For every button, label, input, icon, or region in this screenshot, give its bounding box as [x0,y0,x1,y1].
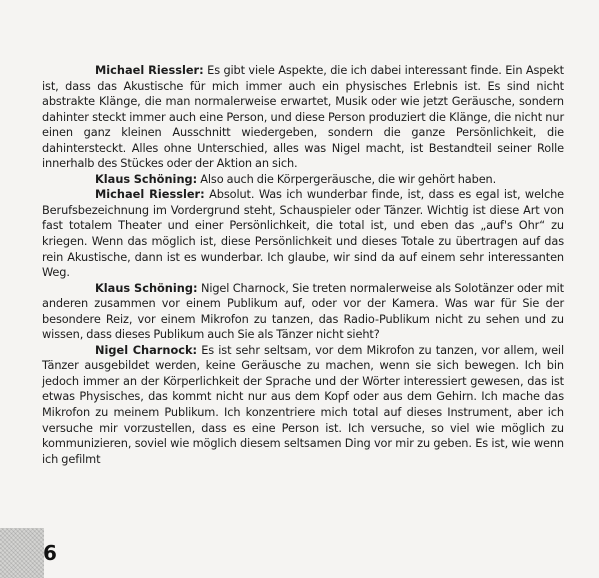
speaker-name: Klaus Schöning: [95,171,198,186]
paragraph-text: Es ist sehr seltsam, vor dem Mikrofon zu tanzen, vor allem, weil Tänzer ausgebildet werden, keine Geräusche zu machen, wenn sie sich bewegen. Ich bin jedoch immer an der Körperlichkeit der Sprache und der Wörter interessiert gewesen, das ist etwas Physisches, das kommt nicht nur aus dem Kopf oder aus dem Gehirn. Ich mache das Mikrofon zu meinem Publikum. Ich konzentriere mich total auf dieses Instrument, aber ich versuche mir vorzustellen, dass es eine Person ist. Ich versuche, so viel wie möglich zu kommunizieren, soviel wie möglich diesem seltsamen Ding vor mir zu geben. Es ist, wie wenn ich gefilmt [42,342,564,466]
speaker-name: Michael Riessler: [95,187,205,202]
speaker-name: Nigel Charnock: [95,342,198,357]
paragraph-charnock-1 [42,343,564,467]
speaker-name: Michael Riessler: [95,63,204,77]
paragraph-text: Nigel Charnock, Sie treten normalerweise als Solotänzer oder mit anderen zusammen vor einem Publikum auf, oder vor der Kamera. Was war für Sie der besondere Reiz, vor einem Mikrofon zu tanzen, das Radio-Publikum nicht zu sehen und zu wissen, dass dieses Publikum auch Sie als Tänzer nicht sieht? [42,280,564,342]
paragraph-text: Also auch die Körpergeräusche, die wir gehört haben. [200,171,497,186]
paragraph-schoening-1 [42,172,564,188]
paragraph-text: Es gibt viele Aspekte, die ich dabei interessant finde. Ein Aspekt ist, dass das Akustische für mich immer auch ein physisches Erlebnis ist. Es sind nicht abstrakte Klänge, die man normalerweise erwartet, Musik oder wie jetzt Geräusche, sondern dahinter steckt immer auch eine Person, und diese Person produziert die Klänge, die nicht nur einen ganz kleinen Ausschnitt wiedergeben, sondern die ganze Persönlichkeit, die dahintersteckt. Alles ohne Unterschied, alles was Nigel macht, ist Bestandteil seiner Rolle innerhalb des Stückes oder der Aktion an sich. [42,63,564,171]
speaker-name: Klaus Schöning: [95,280,198,295]
paragraph-riessler-2 [42,187,564,280]
interview-text [42,63,564,467]
paragraph-riessler-1 [42,63,564,172]
paragraph-text: Absolut. Was ich wunderbar finde, ist, dass es egal ist, welche Berufsbezeichnung im Vordergrund steht, Schauspieler oder Tänzer. Wichtig ist diese Art von fast totalem Theater und einer Persönlichkeit, die total ist, und eben das „auf's Ohr“ zu kriegen. Wenn das möglich ist, diese Persönlichkeit und dieses Totale zu übertragen auf das rein Akustische, dann ist es wunderbar. Ich glaube, wir sind da auf einem sehr interessanten Weg. [42,187,565,280]
paragraph-schoening-2 [42,281,564,343]
page-number: 6 [43,541,57,565]
corner-pattern-decoration [0,528,44,578]
